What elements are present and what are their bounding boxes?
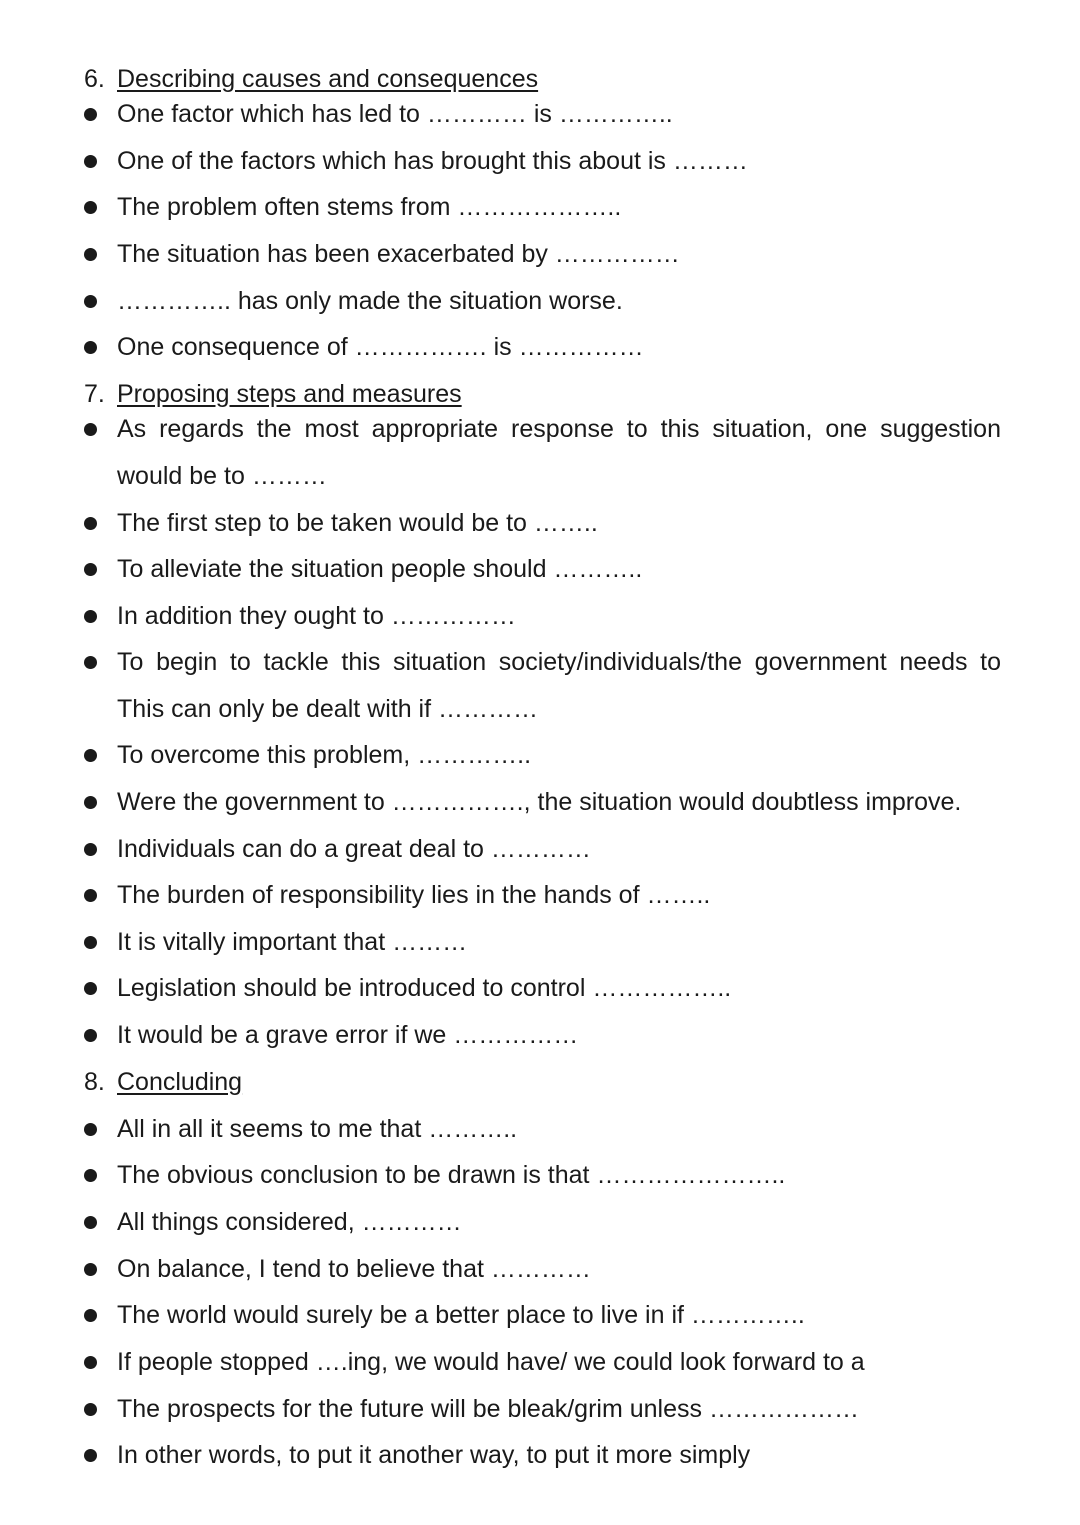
section-heading-causes-consequences xyxy=(84,64,538,94)
bullet-dot-icon xyxy=(84,341,97,354)
phrase-item-continuation: This can only be dealt with if ………… xyxy=(117,695,538,723)
phrase-item: If people stopped ….ing, we would have/ we could look forward to a xyxy=(117,1348,865,1376)
bullet-dot-icon xyxy=(84,1216,97,1229)
phrase-item: The situation has been exacerbated by …………… xyxy=(117,240,680,268)
bullet-dot-icon xyxy=(84,423,97,436)
phrase-item: It is vitally important that ……… xyxy=(117,928,468,956)
phrase-item: It would be a grave error if we …………… xyxy=(117,1021,579,1049)
phrase-item: One consequence of ……………. is …………… xyxy=(117,333,644,361)
bullet-dot-icon xyxy=(84,1123,97,1136)
bullet-dot-icon xyxy=(84,517,97,530)
bullet-dot-icon xyxy=(84,843,97,856)
section-number: 7. xyxy=(84,380,105,408)
bullet-dot-icon xyxy=(84,796,97,809)
bullet-dot-icon xyxy=(84,936,97,949)
phrase-item: One of the factors which has brought this about is ……… xyxy=(117,147,748,175)
phrase-item: In other words, to put it another way, to put it more simply xyxy=(117,1441,751,1469)
phrase-item: The first step to be taken would be to …….. xyxy=(117,509,598,537)
phrase-item: Were the government to ……………., the situation would doubtless improve. xyxy=(117,788,962,816)
section-number: 6. xyxy=(84,65,105,93)
phrase-item: The prospects for the future will be bleak/grim unless ……………… xyxy=(117,1395,859,1423)
phrase-item: In addition they ought to …………… xyxy=(117,602,516,630)
phrase-item: The problem often stems from ……………….. xyxy=(117,193,622,221)
phrase-item: The burden of responsibility lies in the hands of …….. xyxy=(117,881,711,909)
bullet-dot-icon xyxy=(84,108,97,121)
bullet-dot-icon xyxy=(84,1309,97,1322)
bullet-dot-icon xyxy=(84,889,97,902)
section-heading-concluding xyxy=(84,1067,242,1097)
section-title: Proposing steps and measures xyxy=(117,380,462,408)
phrase-item-continuation: would be to ……… xyxy=(117,462,327,490)
bullet-dot-icon xyxy=(84,1356,97,1369)
bullet-dot-icon xyxy=(84,610,97,623)
section-title: Concluding xyxy=(117,1068,243,1096)
bullet-dot-icon xyxy=(84,1403,97,1416)
phrase-item: On balance, I tend to believe that ………… xyxy=(117,1255,591,1283)
section-number: 8. xyxy=(84,1068,105,1096)
phrase-item: One factor which has led to ………… is ………….. xyxy=(117,100,673,128)
phrase-item: To overcome this problem, ………….. xyxy=(117,741,532,769)
phrase-item: To begin to tackle this situation society/individuals/the government needs to xyxy=(117,648,1001,676)
bullet-dot-icon xyxy=(84,1449,97,1462)
bullet-dot-icon xyxy=(84,1263,97,1276)
bullet-dot-icon xyxy=(84,749,97,762)
phrase-item: Individuals can do a great deal to ………… xyxy=(117,835,591,863)
bullet-dot-icon xyxy=(84,155,97,168)
bullet-dot-icon xyxy=(84,248,97,261)
bullet-dot-icon xyxy=(84,563,97,576)
phrase-item: The obvious conclusion to be drawn is that ………………….. xyxy=(117,1161,786,1189)
phrase-item: The world would surely be a better place to live in if ………….. xyxy=(117,1301,805,1329)
section-heading-proposing-steps xyxy=(84,379,462,409)
bullet-dot-icon xyxy=(84,982,97,995)
phrase-item: As regards the most appropriate response to this situation, one suggestion xyxy=(117,415,1001,443)
phrase-item: ………….. has only made the situation worse. xyxy=(117,287,623,315)
bullet-dot-icon xyxy=(84,295,97,308)
phrase-item: Legislation should be introduced to control …………….. xyxy=(117,974,732,1002)
phrase-item: All in all it seems to me that ……….. xyxy=(117,1115,518,1143)
bullet-dot-icon xyxy=(84,1169,97,1182)
phrase-item: All things considered, ………… xyxy=(117,1208,462,1236)
bullet-dot-icon xyxy=(84,1029,97,1042)
section-title: Describing causes and consequences xyxy=(117,65,539,93)
bullet-dot-icon xyxy=(84,201,97,214)
bullet-dot-icon xyxy=(84,656,97,669)
phrase-item: To alleviate the situation people should ……….. xyxy=(117,555,643,583)
